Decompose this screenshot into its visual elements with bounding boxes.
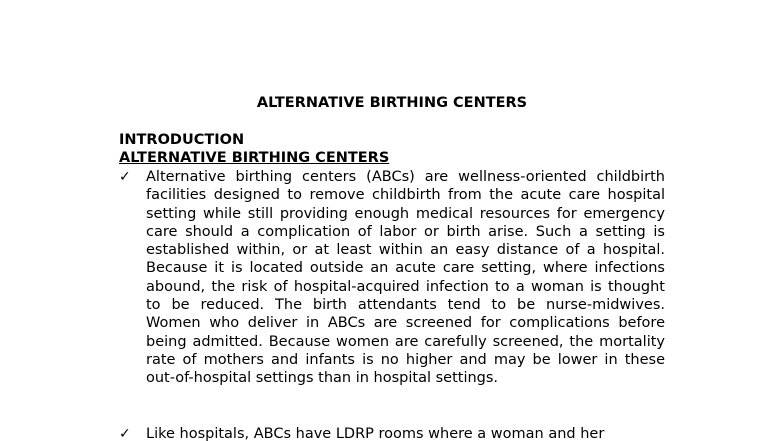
document-title: ALTERNATIVE BIRTHING CENTERS bbox=[256, 95, 528, 111]
bullet-text: Alternative birthing centers (ABCs) are wellness-oriented childbirth facilities designed to remove childbirth from the acute care hospital setting while still providing enough medical resources for emergency care should a complication of labor or birth arise. Such a setting is established within, or at least within an easy distance of a hospital. Because it is located outside an acute care setting, where infections abound, the risk of hospital-acquired infection to a woman is thought to be reduced. The birth attendants tend to be nurse-midwives. Women who deliver in ABCs are screened for complications before being admitted. Because women are carefully screened, the mortality rate of mothers and infants is no higher and may be lower in these out-of-hospital settings than in hospital settings. bbox=[146, 169, 665, 387]
bullet-item bbox=[119, 168, 665, 388]
bullet-item bbox=[119, 425, 665, 441]
checkmark-icon: ✓ bbox=[119, 426, 131, 441]
checkmark-icon: ✓ bbox=[119, 169, 131, 185]
section-heading-introduction: INTRODUCTION bbox=[119, 132, 245, 148]
bullet-text: Like hospitals, ABCs have LDRP rooms where a woman and her bbox=[146, 426, 605, 441]
sub-heading-alternative-birthing-centers: ALTERNATIVE BIRTHING CENTERS bbox=[119, 150, 390, 166]
